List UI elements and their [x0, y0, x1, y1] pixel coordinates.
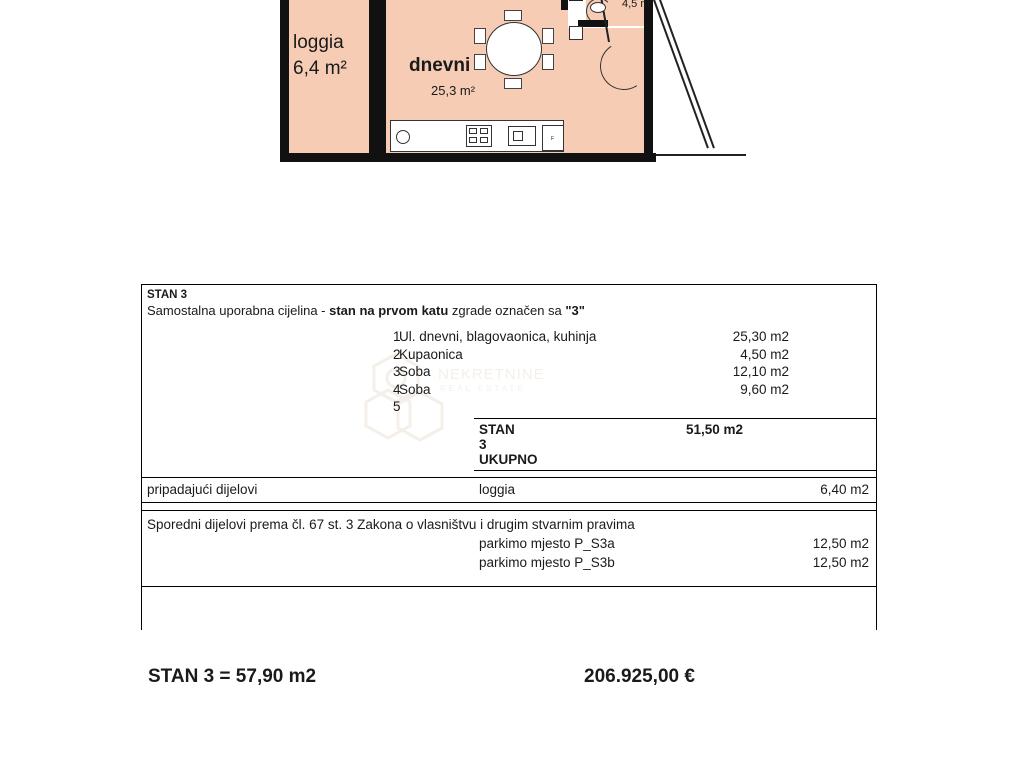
footer-total: STAN 3 = 57,90 m2	[148, 666, 317, 687]
spec-header-block	[141, 285, 877, 324]
dining-chair-5	[504, 10, 522, 21]
row-name: Kupaonica	[399, 346, 463, 362]
spec-description-mid: zgrade označen sa	[448, 303, 566, 318]
exterior-line-diagonal	[653, 0, 709, 148]
row-area: 4,50 m2	[740, 346, 789, 362]
hall-detail-line-2	[569, 0, 583, 1]
dining-chair-2	[474, 54, 486, 70]
row-number: 4	[393, 381, 401, 397]
spec-room-rows	[141, 324, 877, 418]
appurtenance-area: 6,40 m2	[820, 481, 869, 497]
cabinet-grid-d	[480, 137, 488, 143]
bath-sink	[590, 2, 606, 13]
spec-unit-code: STAN 3	[147, 289, 188, 301]
plan-area-loggia: 6,4 m²	[293, 58, 347, 79]
secondary-title: Sporedni dijelovi prema čl. 67 st. 3 Zakona o vlasništvu i drugim stvarnim pravima	[147, 516, 635, 532]
stove-burner-icon	[396, 130, 410, 144]
spec-table	[141, 284, 877, 587]
wall-loggia-bottom	[280, 153, 376, 162]
wall-partition-inner	[561, 0, 568, 10]
fridge-label: F	[551, 136, 555, 142]
row-area: 12,10 m2	[732, 364, 789, 379]
row-area: 9,60 m2	[740, 381, 789, 397]
spec-description	[141, 302, 877, 324]
sink-basin	[513, 131, 523, 141]
cabinet-grid-c	[469, 137, 477, 143]
cabinet-grid-b	[480, 128, 488, 134]
table-row	[141, 398, 877, 416]
row-number: 1	[393, 329, 401, 344]
parking-list	[141, 534, 877, 572]
cabinet-grid-a	[469, 128, 477, 134]
parking-label: parkimo mjesto P_S3b	[479, 554, 615, 570]
table-row	[479, 553, 877, 572]
spec-total-row	[141, 419, 877, 470]
exterior-line-diagonal-2	[659, 0, 715, 148]
wall-left-outer	[280, 0, 289, 162]
dining-chair-4	[542, 54, 554, 70]
floor-plan	[270, 0, 760, 195]
table-border-right	[876, 284, 877, 630]
row-name: Soba	[399, 364, 431, 379]
spacer-3	[141, 572, 877, 586]
table-border-left	[141, 284, 142, 630]
row-name: Ul. dnevni, blagovaonica, kuhinja	[399, 329, 597, 344]
plan-area-living: 25,3 m²	[431, 83, 476, 98]
spec-description-prefix: Samostalna uporabna cijelina -	[147, 303, 330, 318]
dining-chair-1	[474, 28, 486, 44]
spec-description-code: "3"	[565, 303, 585, 318]
parking-area: 12,50 m2	[812, 535, 869, 551]
table-row	[141, 381, 877, 399]
wall-hall-right	[644, 0, 653, 162]
table-row	[141, 346, 877, 364]
table-row	[141, 328, 877, 346]
plan-label-loggia: loggia	[293, 32, 344, 53]
row-area: 25,30 m2	[732, 329, 789, 344]
appurtenance-name: loggia	[479, 481, 516, 497]
exterior-line-bottom	[656, 154, 746, 156]
spacer-2	[141, 503, 877, 510]
wall-living-bottom	[377, 153, 569, 162]
plan-label-living: dnevni	[409, 55, 471, 76]
appurtenance-label: pripadajući dijelovi	[147, 481, 258, 497]
footer-price: 206.925,00 €	[584, 666, 695, 687]
dining-chair-6	[504, 78, 522, 89]
table-rule-bottom	[141, 586, 877, 587]
spec-appurtenance-row	[141, 478, 877, 502]
parking-label: parkimo mjesto P_S3a	[479, 535, 615, 551]
row-number: 2	[393, 346, 401, 362]
dining-table	[486, 22, 542, 76]
table-row	[141, 363, 877, 381]
dining-chair-3	[542, 28, 554, 44]
table-row	[479, 534, 877, 553]
watermark-text: NEKRETNINE	[438, 366, 545, 383]
row-name: Soba	[399, 381, 431, 397]
spec-description-bold: stan na prvom katu	[329, 303, 449, 318]
plan-area-bathroom: 4,5 m²	[622, 0, 654, 10]
dryer-unit	[569, 26, 583, 40]
footer-summary	[148, 666, 888, 688]
row-number: 3	[393, 364, 401, 379]
total-value: 51,50 m2	[685, 421, 743, 437]
row-number: 5	[393, 399, 401, 414]
parking-area: 12,50 m2	[812, 554, 869, 570]
watermark-subtext: REAL ESTATE	[440, 384, 526, 393]
wall-living-left	[377, 0, 386, 162]
wall-loggia-right	[369, 0, 377, 162]
wall-hall-bottom	[560, 153, 656, 162]
total-label: STAN 3 UKUPNO	[479, 421, 538, 467]
